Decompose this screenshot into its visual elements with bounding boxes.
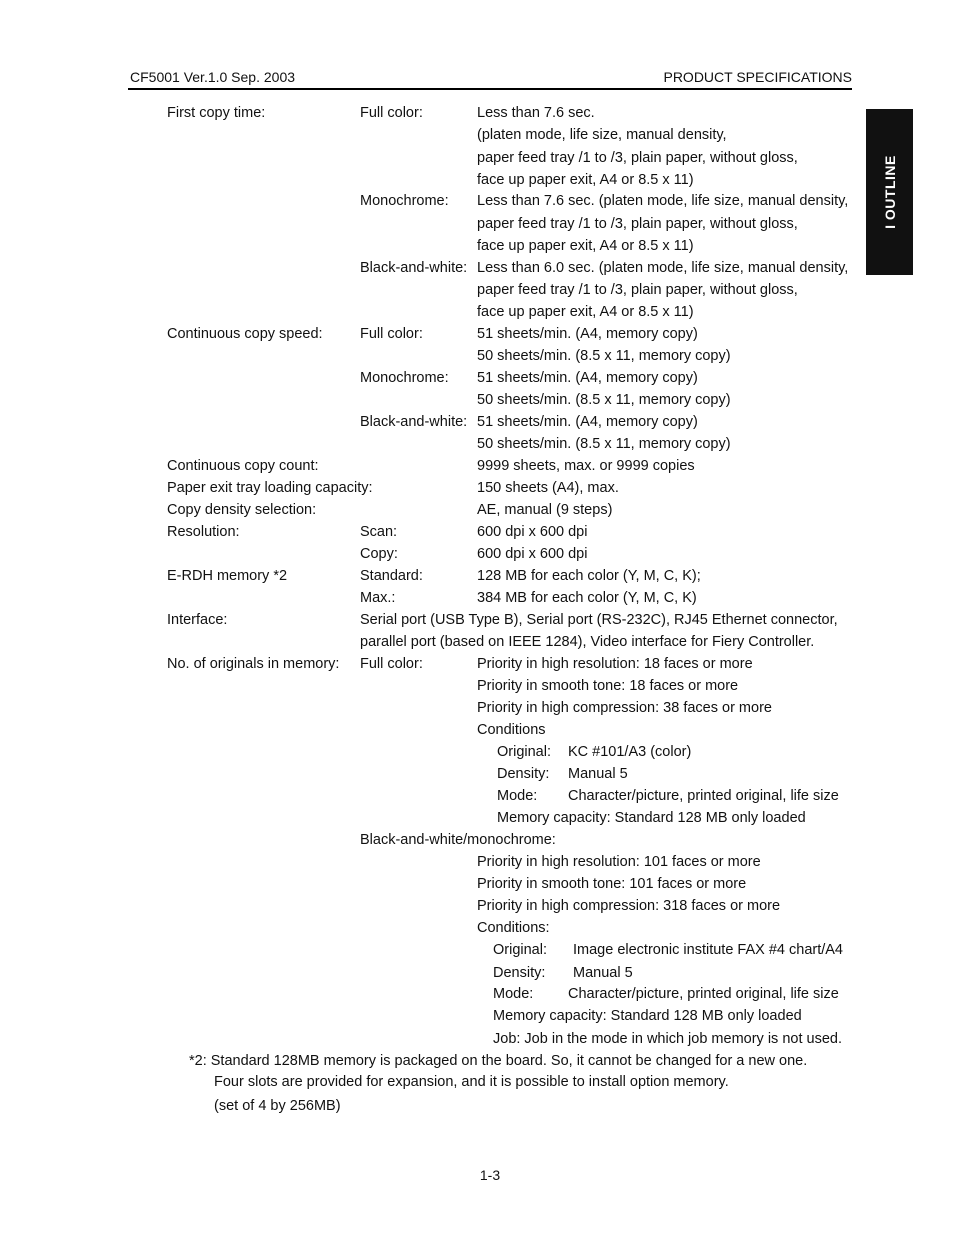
spec-value: Less than 7.6 sec. xyxy=(477,105,595,121)
sub-label: Black-and-white: xyxy=(360,260,468,276)
condition-value: Memory capacity: Standard 128 MB only loaded xyxy=(497,810,806,826)
condition-label: Mode: xyxy=(497,788,538,804)
footnote-line: Four slots are provided for expansion, and it is possible to install option memory. xyxy=(214,1074,729,1090)
spec-label: E-RDH memory *2 xyxy=(167,568,288,584)
sub-label: Max.: xyxy=(360,590,396,606)
spec-value: 50 sheets/min. (8.5 x 11, memory copy) xyxy=(477,436,731,452)
spec-value: 51 sheets/min. (A4, memory copy) xyxy=(477,414,698,430)
condition-value: Character/picture, printed original, life size xyxy=(568,986,839,1002)
spec-value: 50 sheets/min. (8.5 x 11, memory copy) xyxy=(477,348,731,364)
sub-label: Full color: xyxy=(360,105,423,121)
spec-value: Conditions: xyxy=(477,920,550,936)
spec-label: Copy density selection: xyxy=(167,502,317,518)
spec-value: face up paper exit, A4 or 8.5 x 11) xyxy=(477,238,694,254)
spec-label: First copy time: xyxy=(167,105,266,121)
spec-label: Paper exit tray loading capacity: xyxy=(167,480,373,496)
spec-value: Priority in smooth tone: 101 faces or more xyxy=(477,876,747,892)
spec-value: (platen mode, life size, manual density, xyxy=(477,127,727,143)
spec-value: Priority in high compression: 38 faces or more xyxy=(477,700,772,716)
sub-label: Monochrome: xyxy=(360,370,449,386)
spec-value: 150 sheets (A4), max. xyxy=(477,480,619,496)
spec-value: 9999 sheets, max. or 9999 copies xyxy=(477,458,695,474)
condition-value: Memory capacity: Standard 128 MB only loaded xyxy=(493,1008,802,1024)
sub-label: Black-and-white/monochrome: xyxy=(360,832,556,848)
spec-value: face up paper exit, A4 or 8.5 x 11) xyxy=(477,172,694,188)
spec-value: 128 MB for each color (Y, M, C, K); xyxy=(477,568,701,584)
sub-label: Copy: xyxy=(360,546,398,562)
sub-label: Standard: xyxy=(360,568,423,584)
document-id: CF5001 Ver.1.0 Sep. 2003 xyxy=(130,69,296,85)
condition-value: Image electronic institute FAX #4 chart/A4 xyxy=(573,942,843,958)
spec-value: Conditions xyxy=(477,722,546,738)
spec-label: No. of originals in memory: xyxy=(167,656,340,672)
spec-value: Priority in smooth tone: 18 faces or more xyxy=(477,678,739,694)
spec-value: 600 dpi x 600 dpi xyxy=(477,546,588,562)
section-title: PRODUCT SPECIFICATIONS xyxy=(663,69,852,85)
spec-value: Priority in high resolution: 18 faces or more xyxy=(477,656,753,672)
spec-value: parallel port (based on IEEE 1284), Video interface for Fiery Controller. xyxy=(360,634,815,650)
condition-label: Original: xyxy=(493,942,547,958)
chapter-tab-label: I OUTLINE xyxy=(881,155,898,229)
spec-value: paper feed tray /1 to /3, plain paper, without gloss, xyxy=(477,216,798,232)
sub-label: Black-and-white: xyxy=(360,414,468,430)
page-header xyxy=(128,68,852,90)
spec-value: Less than 6.0 sec. (platen mode, life size, manual density, xyxy=(477,260,849,276)
spec-value: paper feed tray /1 to /3, plain paper, without gloss, xyxy=(477,282,798,298)
condition-value: Manual 5 xyxy=(573,965,633,981)
footnote-line: (set of 4 by 256MB) xyxy=(214,1098,341,1114)
spec-value: Serial port (USB Type B), Serial port (RS-232C), RJ45 Ethernet connector, xyxy=(360,612,838,628)
condition-label: Density: xyxy=(497,766,550,782)
spec-value: 384 MB for each color (Y, M, C, K) xyxy=(477,590,697,606)
sub-label: Monochrome: xyxy=(360,193,449,209)
condition-value: KC #101/A3 (color) xyxy=(568,744,692,760)
spec-value: 51 sheets/min. (A4, memory copy) xyxy=(477,326,698,342)
spec-value: Priority in high compression: 318 faces or more xyxy=(477,898,781,914)
spec-value: AE, manual (9 steps) xyxy=(477,502,613,518)
sub-label: Scan: xyxy=(360,524,398,540)
page-number xyxy=(0,1167,954,1183)
footnote-line: *2: Standard 128MB memory is packaged on the board. So, it cannot be changed for a new one. xyxy=(189,1053,808,1069)
spec-value: Priority in high resolution: 101 faces or more xyxy=(477,854,761,870)
spec-value: 600 dpi x 600 dpi xyxy=(477,524,588,540)
sub-label: Full color: xyxy=(360,326,423,342)
spec-label: Continuous copy speed: xyxy=(167,326,323,342)
spec-label: Interface: xyxy=(167,612,228,628)
condition-label: Density: xyxy=(493,965,546,981)
page-number-text: 1-3 xyxy=(479,1167,501,1183)
spec-value: face up paper exit, A4 or 8.5 x 11) xyxy=(477,304,694,320)
condition-label: Original: xyxy=(497,744,551,760)
condition-value: Manual 5 xyxy=(568,766,628,782)
spec-value: paper feed tray /1 to /3, plain paper, without gloss, xyxy=(477,150,798,166)
condition-value: Job: Job in the mode in which job memory is not used. xyxy=(493,1031,842,1047)
sub-label: Full color: xyxy=(360,656,423,672)
spec-value: 50 sheets/min. (8.5 x 11, memory copy) xyxy=(477,392,731,408)
spec-label: Resolution: xyxy=(167,524,240,540)
condition-label: Mode: xyxy=(493,986,534,1002)
spec-value: 51 sheets/min. (A4, memory copy) xyxy=(477,370,698,386)
spec-value: Less than 7.6 sec. (platen mode, life size, manual density, xyxy=(477,193,849,209)
condition-value: Character/picture, printed original, life size xyxy=(568,788,839,804)
spec-label: Continuous copy count: xyxy=(167,458,319,474)
chapter-tab xyxy=(866,109,913,275)
